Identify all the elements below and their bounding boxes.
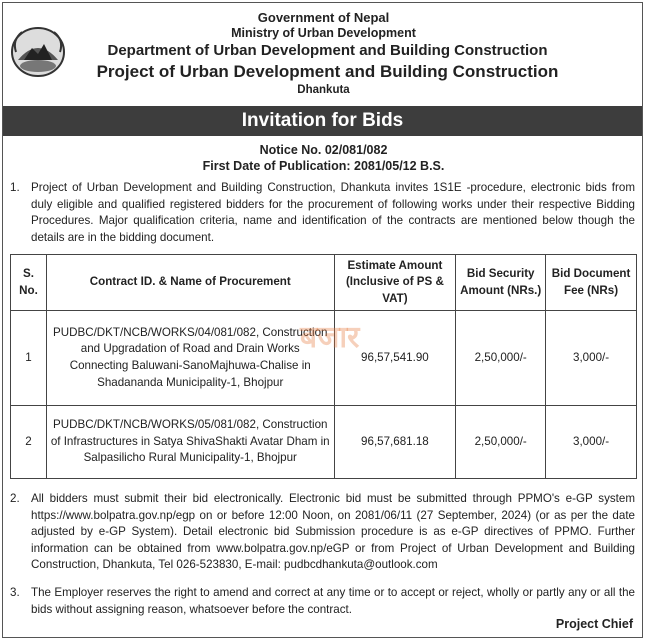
row-2-fee: 3,000/- xyxy=(546,406,637,479)
paragraph-3-number: 3. xyxy=(10,586,20,599)
row-2-sno: 2 xyxy=(11,406,47,479)
table-header-row xyxy=(11,255,637,311)
paragraph-1-number: 1. xyxy=(10,181,20,194)
row-1-fee: 3,000/- xyxy=(546,311,637,406)
paragraph-2-text: All bidders must submit their bid electronically. Electronic bid must be submitted through PPMO's e-GP system https://www.bolpatra.gov.np/egp on or before 12:00 Noon, on 2081/06/11 (27 September, 2024) (or as per the date adjusted by e-GP System). Detail electronic bid Submission procedure is as e-GP directives of PPMO. Further information can be obtained from www.bolpatra.gov.np/eGP or from Project of Urban Development and Building Construction, Dhankuta, Tel 026-523830, E-mail: pudbcdhankuta@outlook.com xyxy=(31,492,635,572)
header-line-ministry: Ministry of Urban Development xyxy=(231,26,416,40)
header-fee: Bid Document Fee (NRs) xyxy=(546,255,637,311)
header-sno: S. No. xyxy=(11,255,47,311)
paragraph-2-number: 2. xyxy=(10,492,20,505)
header-line-project: Project of Urban Development and Building Construction xyxy=(96,62,559,81)
row-1-security: 2,50,000/- xyxy=(456,311,546,406)
row-1-estimate: 96,57,541.90 xyxy=(334,311,456,406)
row-1-sno: 1 xyxy=(11,311,47,406)
row-2-estimate: 96,57,681.18 xyxy=(334,406,456,479)
table-row xyxy=(11,406,637,479)
signature: Project Chief xyxy=(555,617,633,631)
header-estimate: Estimate Amount (Inclusive of PS & VAT) xyxy=(334,255,456,311)
table-row xyxy=(11,311,637,406)
notice-number: Notice No. 02/081/082 xyxy=(259,143,388,157)
header xyxy=(0,0,645,100)
header-line-government: Government of Nepal xyxy=(257,10,390,25)
paragraph-3-text: The Employer reserves the right to amend and correct at any time or to accept or reject, wholly or partly any or all the bids without assigning reason, whatsoever before the contract. xyxy=(31,586,635,616)
publication-date: First Date of Publication: 2081/05/12 B.S. xyxy=(202,159,445,173)
paragraph-1 xyxy=(10,180,635,246)
row-1-contract: PUDBC/DKT/NCB/WORKS/04/081/082, Construction and Upgradation of Road and Drain Works Connecting Baluwani-SanoMajhuwa-Chalise in Shadananda Municipality-1, Bhojpur xyxy=(46,311,334,406)
row-2-security: 2,50,000/- xyxy=(456,406,546,479)
header-security: Bid Security Amount (NRs.) xyxy=(456,255,546,311)
row-2-contract: PUDBC/DKT/NCB/WORKS/05/081/082, Construction of Infrastructures in Satya ShivaShakti Avatar Dham in Salpasilicho Rural Municipality-1, Bhojpur xyxy=(46,406,334,479)
bids-table xyxy=(10,254,637,479)
header-line-department: Department of Urban Development and Building Construction xyxy=(107,42,548,59)
paragraph-2 xyxy=(10,491,635,574)
header-line-location: Dhankuta xyxy=(297,84,350,96)
header-contract: Contract ID. & Name of Procurement xyxy=(46,255,334,311)
watermark: बजार xyxy=(300,321,360,354)
paragraph-3 xyxy=(10,585,635,618)
paragraph-1-text: Project of Urban Development and Building Construction, Dhankuta invites 1S1E -procedure, electronic bids from duly eligible and qualified registered bidders for the procurement of following works under their respective Bidding Procedures. Major qualification criteria, name and identification of the contracts are mentioned below though the details are in the bidding document. xyxy=(31,181,635,244)
title-banner: Invitation for Bids xyxy=(3,106,642,136)
